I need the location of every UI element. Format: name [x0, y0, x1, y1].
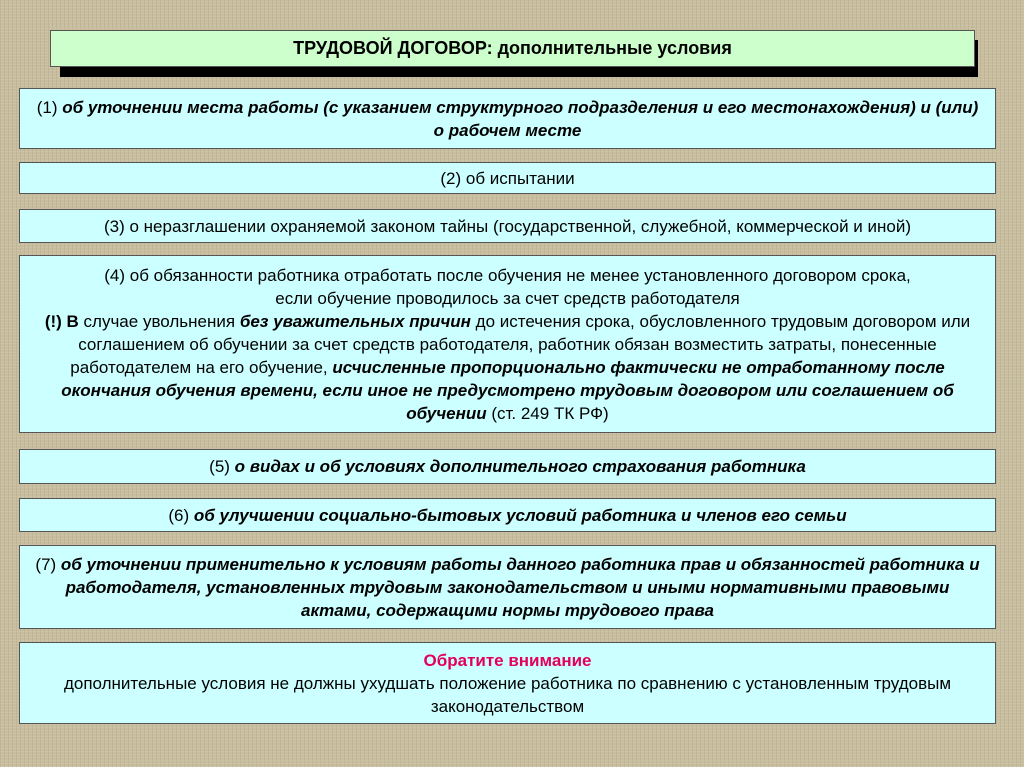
item-number: (5) — [209, 457, 235, 476]
item-text: об уточнении применительно к условиям работы данного работника прав и обязанностей работника и работодателя, установленных трудовым законодательством и иными нормативными правовыми актами, содержащими нормы трудового права — [60, 554, 980, 620]
condition-2 — [19, 162, 996, 194]
attention-box — [19, 642, 996, 724]
note-text: случае увольнения — [78, 311, 240, 331]
item-text-2: если обучение проводилось за счет средств работодателя — [275, 288, 740, 308]
condition-5 — [19, 449, 996, 484]
item-text: (4) об обязанности работника отработать после обучения не менее установленного договором срока, — [104, 265, 911, 285]
item-number: (7) — [35, 554, 61, 574]
item-text: (2) об испытании — [440, 168, 575, 188]
item-note — [30, 310, 985, 425]
note-bold: исчисленные пропорционально фактически не отработанному после окончания обучения времени, если иное не предусмотрено трудовым договором или соглашением об обучении — [61, 357, 954, 423]
note-bold: без уважительных причин — [239, 311, 471, 331]
condition-1 — [19, 88, 996, 149]
note-prefix: (!) В — [44, 311, 79, 331]
item-text: об уточнении места работы (с указанием структурного подразделения и его местонахождения) и (или) о рабочем месте — [62, 97, 979, 140]
condition-3 — [19, 209, 996, 243]
item-text: (3) о неразглашении охраняемой законом тайны (государственной, служебной, коммерческой и иной) — [103, 216, 912, 236]
item-number: (1) — [36, 97, 63, 117]
item-text: о видах и об условиях дополнительного страхования работника — [234, 457, 806, 476]
condition-7 — [19, 545, 996, 629]
condition-4 — [19, 255, 996, 433]
condition-6 — [19, 498, 996, 532]
attention-heading: Обратите внимание — [423, 650, 592, 670]
item-number: (6) — [168, 505, 194, 525]
page-title: ТРУДОВОЙ ДОГОВОР: дополнительные условия — [50, 30, 975, 67]
item-text: об улучшении социально-бытовых условий работника и членов его семьи — [193, 505, 847, 525]
note-reference: (ст. 249 ТК РФ) — [486, 403, 609, 423]
attention-text: дополнительные условия не должны ухудшать положение работника по сравнению с установленным трудовым законодательством — [63, 673, 952, 716]
note-text: до истечения срока, обусловленного трудовым договором или соглашением об обучении за счет средств работодателя, работник обязан возместить затраты, понесенные работодателем на его обучение, — [70, 311, 971, 377]
